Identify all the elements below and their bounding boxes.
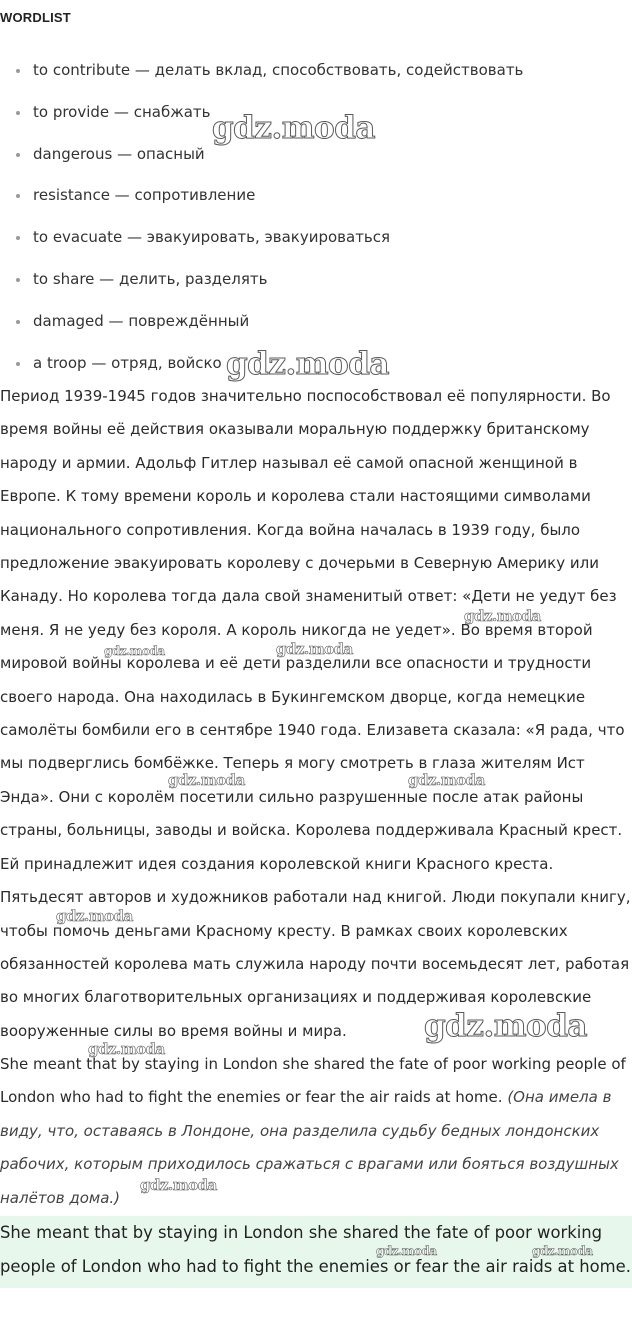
watermark: gdz.moda xyxy=(532,1244,593,1258)
bullet-icon xyxy=(16,236,20,240)
watermark: gdz.moda xyxy=(408,771,485,789)
watermark: gdz.moda xyxy=(56,907,133,925)
watermark: gdz.moda xyxy=(424,1008,587,1044)
bullet-icon xyxy=(16,111,20,115)
watermark: gdz.moda xyxy=(464,607,541,625)
wordlist-item-text: resistance — сопротивление xyxy=(33,186,256,205)
russian-translation-paragraph: Период 1939-1945 годов значительно поспособствовал её популярности. Во время войны её действия оказывали моральную поддержку британскому народу и армии. Адольф Гитлер называл её самой опасной женщиной в Европе. К тому времени король и королева стали настоящими символами национального сопротивления. Когда война началась в 1939 году, было предложение эвакуировать королеву с дочерьми в Северную Америку или Канаду. Но королева тогда дала свой знаменитый ответ: «Дети не уедут без меня. Я не уеду без короля. А король никогда не уедет». Во время второй мировой войны королева и её дети разделили все опасности и трудности своего народа. Она находилась в Букингемском дворце, когда немецкие самолёты бомбили его в сентябре 1940 года. Елизавета сказала: «Я рада, что мы подверглись бомбёжке. Теперь я могу смотреть в глаза жителям Ист Энда». Они с королём посетили сильно разрушенные после атак районы страны, больницы, заводы и войска. Королева поддерживала Красный крест. Ей принадлежит идея создания королевской книги Красного креста. Пятьдесят авторов и художников работали над книгой. Люди покупали книгу, чтобы помочь деньгами Красному кресту. В рамках своих королевских обязанностей королева мать служила народу почти восемьдесят лет, работая во многих благотворительных организациях и поддерживая королевские вооруженные силы во время войны и мира. xyxy=(0,387,631,1040)
bullet-icon xyxy=(16,194,20,198)
quote-translation: (Она имела в виду, что, оставаясь в Лондоне, она разделила судьбу бедных лондонских рабочих, которым приходилось сражаться с врагами или бояться воздушных налётов дома.) xyxy=(0,1088,619,1207)
quote-text: She meant that by staying in London she shared the fate of poor working people of London who had to fight the enemies or fear the air raids at home. xyxy=(0,1055,626,1107)
watermark: gdz.moda xyxy=(376,1244,437,1258)
wordlist-item-text: to evacuate — эвакуировать, эвакуироваться xyxy=(33,228,391,247)
bullet-icon xyxy=(16,153,20,157)
answer-line: She meant that by staying in London she shared the fate of poor working xyxy=(0,1223,603,1242)
wordlist-item-text: dangerous — опасный xyxy=(33,144,205,163)
bullet-icon xyxy=(16,362,20,366)
wordlist-item-text: damaged — повреждённый xyxy=(33,311,250,330)
wordlist-heading: WORDLIST xyxy=(0,10,71,25)
wordlist-item-text: to contribute — делать вклад, способствовать, содействовать xyxy=(33,61,524,79)
wordlist-item xyxy=(0,175,620,217)
wordlist-item xyxy=(0,343,620,385)
watermark: gdz.moda xyxy=(212,110,375,146)
wordlist xyxy=(0,50,620,384)
bullet-icon xyxy=(16,320,20,324)
wordlist-item-text: to provide — снабжать xyxy=(33,102,211,121)
watermark: gdz.moda xyxy=(140,1176,217,1194)
wordlist-item xyxy=(0,301,620,343)
watermark: gdz.moda xyxy=(168,771,245,789)
watermark: gdz.moda xyxy=(104,644,165,658)
answer-line: people of London who had to fight the enemies or fear the air raids at home. xyxy=(0,1257,631,1276)
watermark: gdz.moda xyxy=(88,1040,165,1058)
wordlist-item xyxy=(0,217,620,259)
watermark: gdz.moda xyxy=(226,346,389,382)
wordlist-item xyxy=(0,50,620,92)
wordlist-item xyxy=(0,259,620,301)
answer-box xyxy=(0,1216,632,1288)
wordlist-item-text: a troop — отряд, войско xyxy=(33,353,222,372)
bullet-icon xyxy=(16,278,20,282)
bullet-icon xyxy=(16,69,20,73)
wordlist-item xyxy=(0,134,620,176)
quote-paragraph xyxy=(0,1048,632,1215)
wordlist-item xyxy=(0,92,620,134)
wordlist-item-text: to share — делить, разделять xyxy=(33,269,268,288)
watermark: gdz.moda xyxy=(276,640,353,658)
